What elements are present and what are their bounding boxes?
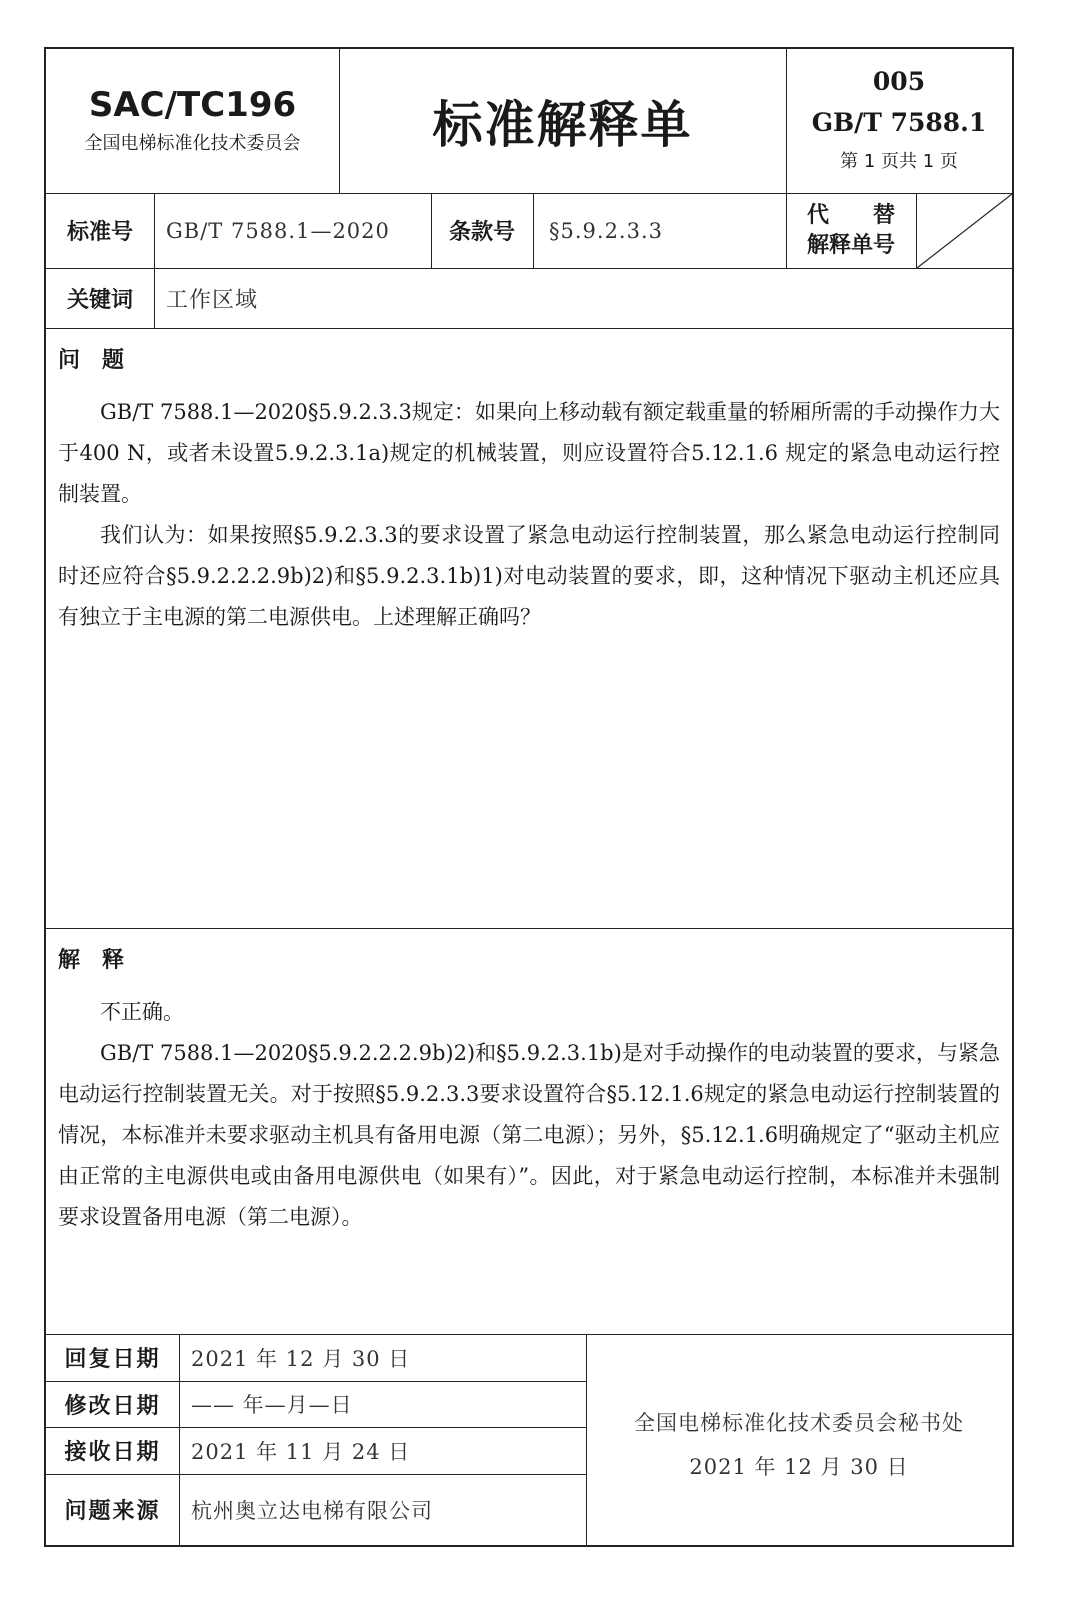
revision-date-cell	[179, 1381, 586, 1427]
question-body	[58, 392, 1000, 638]
received-date-label: 接收日期	[64, 1440, 161, 1465]
question-paragraph: GB/T 7588.1—2020§5.9.2.3.3规定：如果向上移动载有额定载重量的轿厢所需的手动操作力大于400 N，或者未设置5.9.2.3.1a)规定的机械装置，则应设置符合5.12.1.6 规定的紧急电动运行控制装置。	[58, 400, 1000, 506]
revision-date-label-cell	[46, 1381, 179, 1427]
standard-reference: GB/T 7588.1	[811, 108, 987, 137]
reply-date-label: 回复日期	[64, 1347, 161, 1372]
interpretation-section	[58, 928, 1000, 1334]
clause-cell	[533, 193, 786, 268]
empty-cell-diagonal	[917, 194, 1012, 268]
interpretation-heading: 解 释	[58, 948, 125, 973]
interpretation-paragraph: 不正确。	[100, 1000, 184, 1024]
received-date-value: 2021 年 11 月 24 日	[191, 1439, 411, 1464]
issuer-block	[586, 1334, 1012, 1545]
standard-no-value: GB/T 7588.1—2020	[166, 218, 390, 243]
question-paragraph: 我们认为：如果按照§5.9.2.3.3的要求设置了紧急电动运行控制装置，那么紧急电动运行控制同时还应符合§5.9.2.2.2.9b)2)和§5.9.2.3.1b)1)对电动装置的要求，即，这种情况下驱动主机还应具有独立于主电源的第二电源供电。上述理解正确吗？	[58, 523, 1000, 629]
question-heading: 问 题	[58, 348, 125, 373]
doc-id-block	[786, 49, 1012, 193]
interpretation-body	[58, 992, 1000, 1238]
reply-date-cell	[179, 1334, 586, 1381]
org-code: SAC/TC196	[88, 85, 297, 125]
reply-date-label-cell	[46, 1334, 179, 1381]
question-section	[58, 328, 1000, 928]
source-cell	[179, 1474, 586, 1545]
revision-date-value: —— 年—月—日	[191, 1393, 353, 1417]
org-name: 全国电梯标准化技术委员会	[84, 133, 301, 154]
issue-date: 2021 年 12 月 30 日	[689, 1454, 909, 1479]
clause-label: 条款号	[448, 220, 515, 245]
title-block	[339, 49, 786, 193]
keyword-value: 工作区域	[166, 287, 259, 313]
replace-label-line1: 代 替	[806, 202, 895, 228]
revision-date-label: 修改日期	[64, 1393, 161, 1419]
source-value: 杭州奥立达电梯有限公司	[191, 1498, 433, 1523]
received-date-cell	[179, 1427, 586, 1474]
page-counter: 第 1 页共 1 页	[840, 151, 958, 172]
standard-no-label: 标准号	[66, 220, 133, 245]
reply-date-value: 2021 年 12 月 30 日	[191, 1346, 411, 1371]
source-label-cell	[46, 1474, 179, 1545]
interpretation-paragraph: GB/T 7588.1—2020§5.9.2.2.2.9b)2)和§5.9.2.3.1b)是对手动操作的电动装置的要求，与紧急电动运行控制装置无关。对于按照§5.9.2.3.3要求设置符合§5.12.1.6规定的紧急电动运行控制装置的情况，本标准并未要求驱动主机具有备用电源（第二电源）；另外，§5.12.1.6明确规定了“驱动主机应由正常的主电源供电或由备用电源供电（如果有）”。因此，对于紧急电动运行控制，本标准并未强制要求设置备用电源（第二电源）。	[58, 1041, 1000, 1229]
source-label: 问题来源	[64, 1499, 161, 1524]
page-title: 标准解释单	[432, 96, 693, 154]
received-date-label-cell	[46, 1427, 179, 1474]
interpretation-form	[44, 47, 1014, 1547]
replace-label-cell	[786, 193, 916, 268]
clause-label-cell	[431, 193, 533, 268]
keyword-label-cell	[46, 268, 154, 328]
serial-number: 005	[872, 67, 926, 96]
keyword-label: 关键词	[66, 287, 133, 313]
issuer-name: 全国电梯标准化技术委员会秘书处	[634, 1410, 964, 1435]
standard-no-cell	[154, 193, 431, 268]
clause-value: §5.9.2.3.3	[549, 218, 664, 243]
replace-label-line2: 解释单号	[806, 232, 895, 258]
standard-no-label-cell	[46, 193, 154, 268]
org-block	[46, 49, 339, 193]
keyword-cell	[154, 268, 1012, 328]
